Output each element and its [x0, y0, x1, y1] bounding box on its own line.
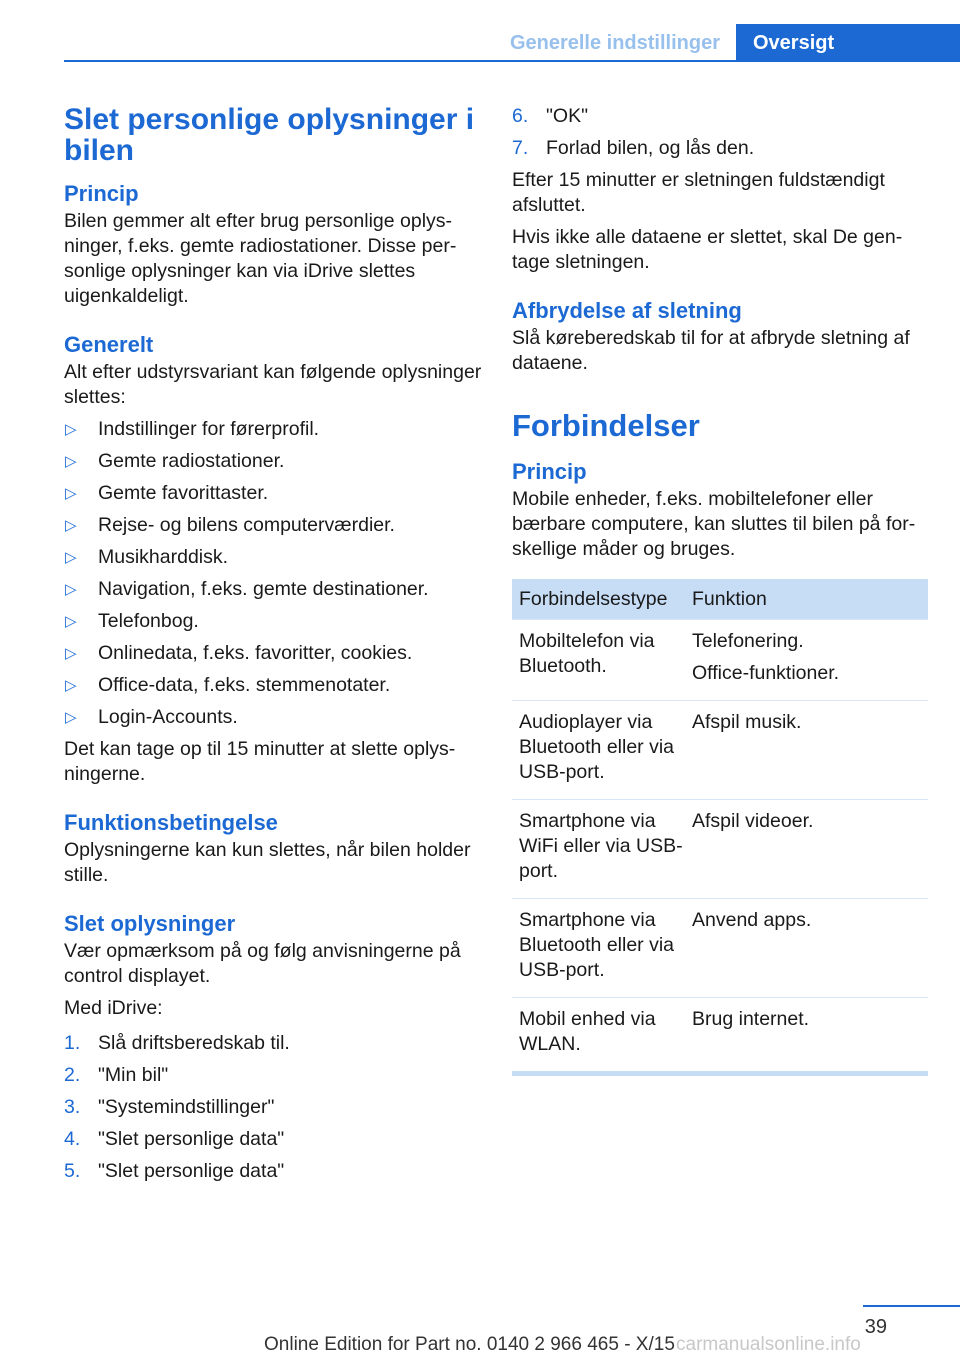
- step-number: 7.: [512, 137, 529, 159]
- step-number: 2.: [64, 1064, 81, 1086]
- general-text: Alt efter udstyrsvariant kan følgende oplysninger slettes:: [64, 361, 482, 408]
- completion-note: Efter 15 minutter er sletningen fuldstændigt afsluttet.: [512, 169, 885, 216]
- header-rule: [64, 60, 960, 62]
- triangle-bullet-icon: ▷: [65, 581, 77, 598]
- triangle-bullet-icon: ▷: [65, 549, 77, 566]
- triangle-bullet-icon: ▷: [65, 517, 77, 534]
- list-item: ▷ Telefonbog.: [65, 610, 199, 632]
- step-item: 1. Slå driftsberedskab til.: [64, 1032, 290, 1054]
- cell-type: Smartphone via WiFi eller via USB-port.: [519, 810, 683, 882]
- cell-function: Telefonering. Office-funktioner.: [692, 630, 840, 684]
- list-item: ▷ Office-data, f.eks. stemmenotater.: [65, 674, 391, 696]
- list-item: ▷ Navigation, f.eks. gemte destinationer.: [65, 578, 429, 600]
- cell-function: Afspil videoer.: [692, 810, 814, 832]
- duration-note: Det kan tage op til 15 minutter at slette oplysningerne.: [64, 738, 456, 785]
- footer-rule: [863, 1305, 960, 1307]
- column-header-type: Forbindelsestype: [519, 587, 668, 610]
- step-number: 4.: [64, 1128, 81, 1150]
- triangle-bullet-icon: ▷: [65, 485, 77, 502]
- column-header-function: Funktion: [692, 587, 767, 610]
- cell-function: Afspil musik.: [692, 711, 802, 733]
- list-item: ▷ Indstillinger for førerprofil.: [65, 418, 320, 440]
- table-row: [512, 898, 928, 997]
- list-item: ▷ Gemte favorittaster.: [65, 482, 269, 504]
- edition-note: Online Edition for Part no. 0140 2 966 465 - X/15: [264, 1334, 675, 1355]
- connections-principle-text: Mobile enheder, f.eks. mobiltelefoner eller bærbare computere, kan sluttes til bilen på forskellige måder og bruges.: [512, 488, 916, 560]
- step-number: 5.: [64, 1160, 81, 1182]
- table-row: [512, 997, 928, 1071]
- list-item: ▷ Musikharddisk.: [65, 546, 229, 568]
- section-title-delete-personal: Slet personlige oplysninger i bilen: [64, 103, 475, 167]
- step-number: 3.: [64, 1096, 81, 1118]
- condition-text: Oplysningerne kan kun slettes, når bilen holder stille.: [64, 839, 471, 886]
- cell-type: Smartphone via Bluetooth eller via USB-port.: [519, 909, 675, 981]
- table-row: [512, 700, 928, 799]
- delete-text: Vær opmærksom på og følg anvisningerne på control displayet.: [64, 940, 461, 987]
- step-item: 3. "Systemindstillinger": [64, 1096, 275, 1118]
- triangle-bullet-icon: ▷: [65, 645, 77, 662]
- cell-type: Mobil enhed via WLAN.: [519, 1008, 656, 1055]
- right-column: [512, 98, 928, 1076]
- section-title-connections: Forbindelser: [512, 408, 700, 443]
- table-row: [512, 799, 928, 898]
- triangle-bullet-icon: ▷: [65, 709, 77, 726]
- triangle-bullet-icon: ▷: [65, 613, 77, 630]
- step-number: 6.: [512, 105, 529, 127]
- step-number: 1.: [64, 1032, 81, 1054]
- header-tab: Oversigt: [736, 24, 960, 61]
- repeat-note: Hvis ikke alle dataene er slettet, skal De gentage sletningen.: [512, 226, 903, 273]
- heading-principle-connections: Princip: [512, 459, 587, 484]
- list-item: ▷ Rejse- og bilens computerværdier.: [65, 514, 395, 536]
- step-item: 7. Forlad bilen, og lås den.: [512, 137, 755, 159]
- page-number: 39: [864, 1316, 887, 1338]
- deletable-data-list: [64, 417, 484, 730]
- heading-delete: Slet oplysninger: [64, 911, 236, 936]
- cell-type: Audioplayer via Bluetooth eller via USB-port.: [519, 711, 675, 783]
- step-item: 6. "OK": [512, 105, 589, 127]
- heading-abort: Afbrydelse af sletning: [512, 298, 742, 323]
- table-row: [512, 619, 928, 700]
- triangle-bullet-icon: ▷: [65, 677, 77, 694]
- page-header: [510, 24, 960, 61]
- idrive-text: Med iDrive:: [64, 997, 163, 1019]
- triangle-bullet-icon: ▷: [65, 421, 77, 438]
- connections-table: [512, 579, 928, 1076]
- step-item: 2. "Min bil": [64, 1064, 169, 1086]
- delete-steps-continued: [512, 104, 928, 161]
- abort-text: Slå køreberedskab til for at afbryde sletning af dataene.: [512, 327, 910, 374]
- heading-general: Generelt: [64, 332, 154, 357]
- list-item: ▷ Onlinedata, f.eks. favoritter, cookies.: [65, 642, 413, 664]
- triangle-bullet-icon: ▷: [65, 453, 77, 470]
- watermark: carmanualsonline.info: [676, 1334, 861, 1355]
- header-section-title: Generelle indstillinger: [509, 32, 720, 54]
- list-item: ▷ Login-Accounts.: [65, 706, 238, 728]
- step-item: 5. "Slet personlige data": [64, 1160, 285, 1182]
- list-item: ▷ Gemte radiostationer.: [65, 450, 285, 472]
- left-column: [64, 98, 484, 1191]
- principle-text: Bilen gemmer alt efter brug personlige oplysninger, f.eks. gemte radiostationer. Disse personlige oplysninger kan via iDrive slettes uigenkaldeligt.: [64, 210, 457, 307]
- heading-condition: Funktionsbetingelse: [64, 810, 278, 835]
- cell-function: Anvend apps.: [692, 909, 812, 931]
- cell-type: Mobiltelefon via Bluetooth.: [519, 630, 655, 677]
- step-item: 4. "Slet personlige data": [64, 1128, 285, 1150]
- delete-steps-list: [64, 1031, 484, 1184]
- cell-function: Brug internet.: [692, 1008, 810, 1030]
- table-header: [512, 579, 928, 619]
- heading-principle: Princip: [64, 181, 139, 206]
